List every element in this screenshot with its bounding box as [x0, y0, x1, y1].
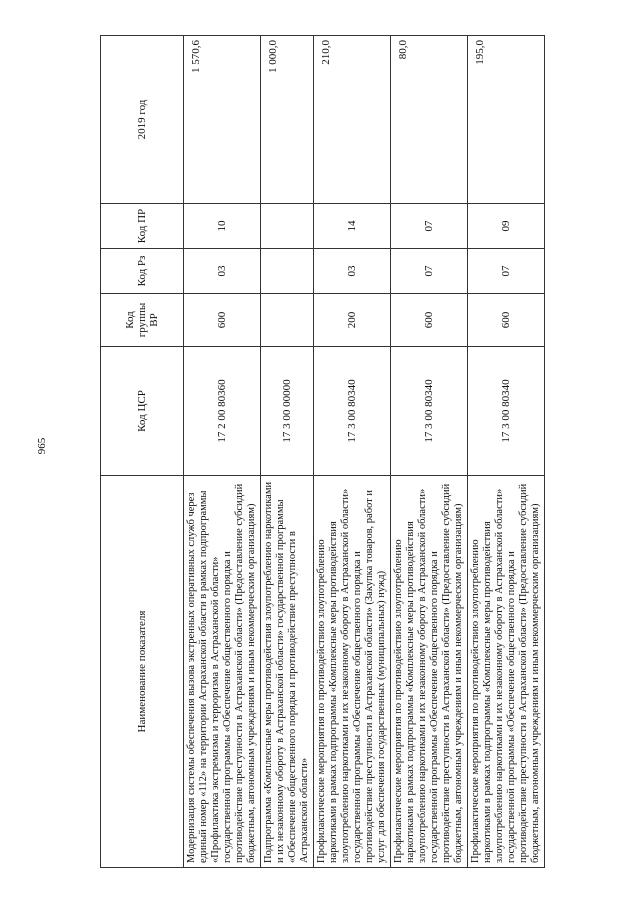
table-header-row [101, 36, 184, 868]
row-csr: 17 3 00 80340 [314, 347, 391, 476]
table-row [261, 36, 314, 868]
row-pr: 10 [184, 204, 261, 249]
row-rz: 03 [184, 249, 261, 294]
row-name: Модернизация системы обеспечения вызова экстренных оперативных служб через единый номер «112» на территории Астраханской области в рамках подпрограммы «Профилактика экстремизма и терроризма в Астраханской области» государственной программы «Обеспечение общественного порядка и противодействие преступности в Астраханской области» (Предоставление субсидий бюджетным, автономным учреждениям и иным некоммерческим организациям) [184, 476, 261, 868]
header-name: Наименование показателя [101, 476, 184, 868]
table-row [314, 36, 391, 868]
row-name: Профилактические мероприятия по противодействию злоупотреблению наркотиками в рамках подпрограммы «Комплексные меры противодействия злоупотреблению наркотиками и их незаконному обороту в Астраханской области» государственной программы «Обеспечение общественного порядка и противодействие преступности в Астраханской области» (Предоставление субсидий бюджетным, автономным учреждениям и иным некоммерческим организациям) [468, 476, 545, 868]
row-value: 195,0 [468, 36, 545, 204]
header-csr: Код ЦСР [101, 347, 184, 476]
row-vr [261, 294, 314, 347]
table-row [391, 36, 468, 868]
row-vr: 600 [391, 294, 468, 347]
row-rz [261, 249, 314, 294]
row-rz: 07 [391, 249, 468, 294]
row-csr: 17 3 00 80340 [468, 347, 545, 476]
row-rz: 03 [314, 249, 391, 294]
row-vr: 600 [184, 294, 261, 347]
row-value: 1 000,0 [261, 36, 314, 204]
table-row [184, 36, 261, 868]
budget-table [100, 35, 545, 868]
header-rz: Код Рз [101, 249, 184, 294]
row-vr: 200 [314, 294, 391, 347]
header-pr: Код ПР [101, 204, 184, 249]
row-name: Профилактические мероприятия по противодействию злоупотреблению наркотиками в рамках подпрограммы «Комплексные меры противодействия злоупотреблению наркотиками и их незаконному обороту в Астраханской области» государственной программы «Обеспечение общественного порядка и противодействие преступности в Астраханской области» (Предоставление субсидий бюджетным, автономным учреждениям и иным некоммерческим организациям) [391, 476, 468, 868]
row-rz: 07 [468, 249, 545, 294]
budget-table-wrapper [100, 36, 540, 868]
row-value: 1 570,6 [184, 36, 261, 204]
table-row [468, 36, 545, 868]
row-csr: 17 3 00 80340 [391, 347, 468, 476]
header-vr: Код группы ВР [101, 294, 184, 347]
header-year: 2019 год [101, 36, 184, 204]
row-pr [261, 204, 314, 249]
page-number: 965 [36, 437, 48, 455]
row-vr: 600 [468, 294, 545, 347]
row-value: 210,0 [314, 36, 391, 204]
row-pr: 14 [314, 204, 391, 249]
row-value: 80,0 [391, 36, 468, 204]
row-pr: 09 [468, 204, 545, 249]
row-name: Подпрограмма «Комплексные меры противодействия злоупотреблению наркотиками и их незаконному обороту в Астраханской области» государственной программы «Обеспечение общественного порядка и противодействие преступности в Астраханской области» [261, 476, 314, 868]
row-name: Профилактические мероприятия по противодействию злоупотреблению наркотиками в рамках подпрограммы «Комплексные меры противодействия злоупотреблению наркотиками и их незаконному обороту в Астраханской области» государственной программы «Обеспечение общественного порядка и противодействие преступности в Астраханской области» (Закупка товаров, работ и услуг для обеспечения государственных (муниципальных) нужд) [314, 476, 391, 868]
row-csr: 17 3 00 00000 [261, 347, 314, 476]
row-csr: 17 2 00 80360 [184, 347, 261, 476]
row-pr: 07 [391, 204, 468, 249]
